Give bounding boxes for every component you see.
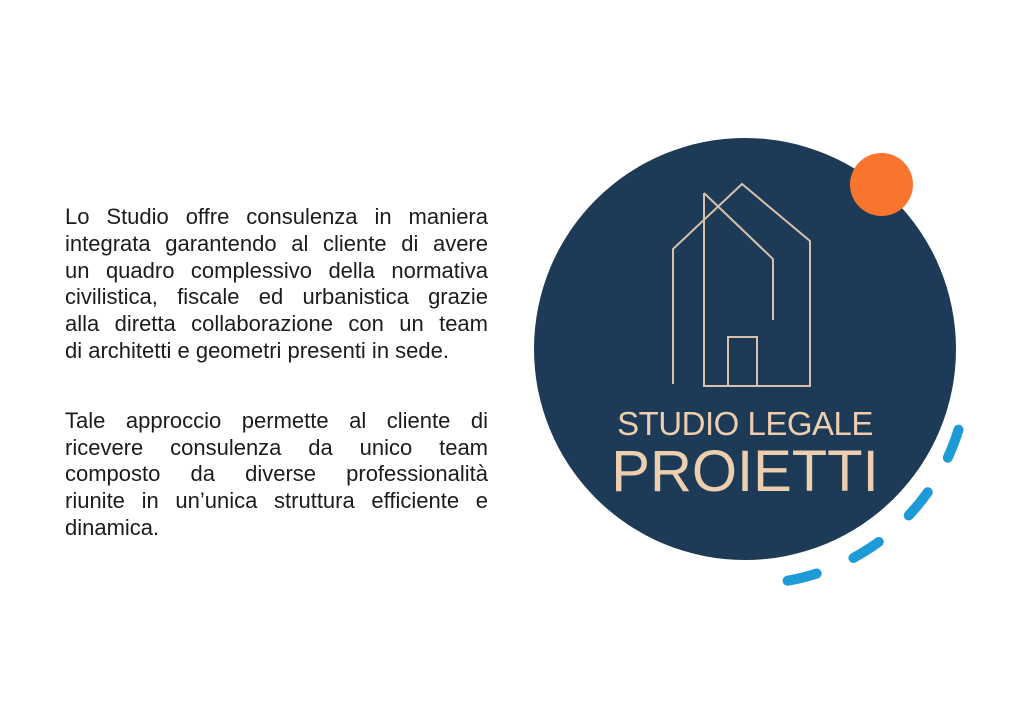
text-line: integrata garantendo al cliente di avere	[65, 230, 488, 256]
text-line: Lo Studio offre consulenza in maniera	[65, 204, 488, 229]
text-line: civilistica, fiscale ed urbanistica grazie	[65, 284, 488, 310]
text-line: riunite in un’unica struttura efficiente e	[65, 488, 488, 514]
intro-text-block	[65, 204, 488, 542]
intro-paragraph-1	[65, 204, 488, 365]
text-line: alla diretta collaborazione con un team	[65, 311, 488, 337]
text-line: dinamica.	[65, 514, 160, 540]
logo-text-studio-legale: STUDIO LEGALE	[617, 405, 873, 442]
intro-paragraph-2	[65, 408, 488, 542]
text-line: un quadro complessivo della normativa	[65, 257, 488, 283]
text-line: composto da diverse professionalità	[65, 461, 488, 487]
orange-dot-icon	[850, 153, 913, 216]
text-line: Tale approccio permette al cliente di	[65, 407, 488, 433]
text-line: di architetti e geometri presenti in sede.	[65, 337, 449, 363]
text-line: ricevere consulenza da unico team	[65, 434, 488, 460]
logo-text-proietti: PROIETTI	[611, 439, 879, 504]
